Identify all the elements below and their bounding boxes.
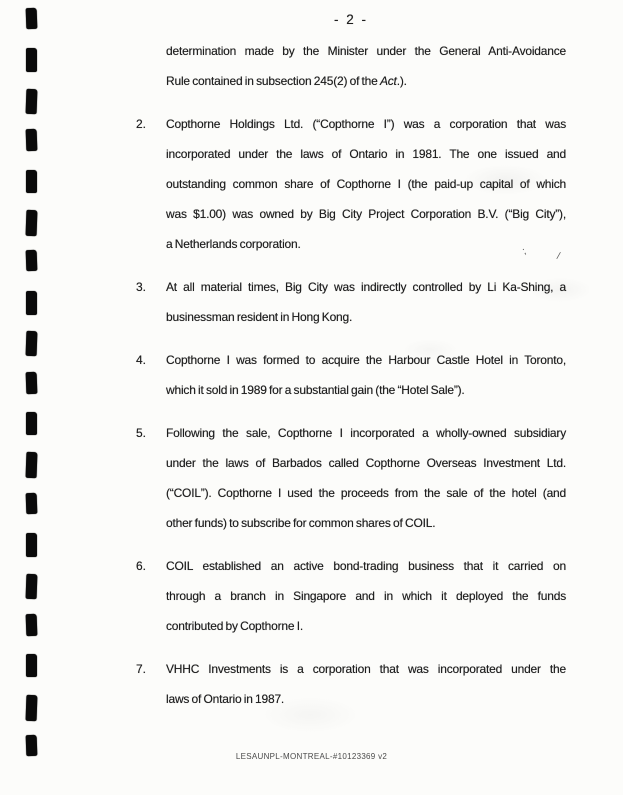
text-line xyxy=(166,684,566,714)
text-line xyxy=(166,36,566,66)
text-line xyxy=(166,418,566,448)
binding-hole-mark xyxy=(26,614,38,636)
paragraph-text xyxy=(166,418,566,538)
paragraph-number: 3. xyxy=(136,280,147,294)
text-segment: which it sold in 1989 for a substantial gain (the “Hotel Sale”). xyxy=(166,383,465,397)
text-line xyxy=(166,448,566,478)
text-segment: under the laws of Barbados called Copthorne Overseas Investment Ltd. xyxy=(166,456,566,470)
binding-hole-mark xyxy=(26,573,38,598)
text-line xyxy=(166,581,566,611)
binding-hole-mark xyxy=(26,331,38,356)
text-segment: VHHC Investments is a corporation that was incorporated under the xyxy=(166,662,566,676)
document-reference-footer: LESAUNPL-MONTREAL-#10123369 v2 xyxy=(235,752,388,761)
document-body xyxy=(136,36,566,727)
text-line xyxy=(166,109,566,139)
text-line xyxy=(166,169,566,199)
text-segment: (“COIL”). Copthorne I used the proceeds from the sale of the hotel (and xyxy=(166,486,566,500)
binding-hole-mark xyxy=(26,533,37,557)
binding-hole-mark xyxy=(26,371,38,393)
paragraph-number: 5. xyxy=(136,426,147,440)
paragraph-text xyxy=(166,109,566,259)
paragraph-text xyxy=(166,654,566,714)
binding-hole-mark xyxy=(26,129,38,151)
text-segment: Copthorne Holdings Ltd. (“Copthorne I”) was a corporation that was xyxy=(166,117,566,131)
text-segment: was $1.00) was owned by Big City Project Corporation B.V. (“Big City”), xyxy=(166,207,566,221)
paragraph-text xyxy=(166,551,566,641)
paragraph xyxy=(136,345,566,405)
binding-hole-mark xyxy=(26,452,38,478)
binding-hole-mark xyxy=(26,210,38,236)
paragraph xyxy=(136,36,566,96)
paragraph xyxy=(136,551,566,641)
page-number: - 2 - xyxy=(333,12,368,27)
text-segment: Rule contained in subsection 245(2) of the xyxy=(166,74,380,88)
paragraph-number: 6. xyxy=(136,559,147,573)
text-line xyxy=(166,272,566,302)
binding-hole-mark xyxy=(26,493,38,514)
binding-hole-mark xyxy=(26,89,38,114)
text-segment: businessman resident in Hong Kong. xyxy=(166,310,353,324)
binding-hole-mark xyxy=(26,48,37,72)
text-segment: contributed by Copthorne I. xyxy=(166,619,303,633)
text-line xyxy=(166,66,566,96)
paragraph-number: 2. xyxy=(136,117,147,131)
paragraph-number: 7. xyxy=(136,662,147,676)
text-line xyxy=(166,302,566,332)
text-segment: At all material times, Big City was indirectly controlled by Li Ka-Shing, a xyxy=(166,280,566,294)
binding-hole-mark xyxy=(26,8,38,29)
text-segment: incorporated under the laws of Ontario in 1981. The one issued and xyxy=(166,147,566,161)
text-line xyxy=(166,345,566,375)
text-line xyxy=(166,508,566,538)
text-line xyxy=(166,654,566,684)
text-segment: laws of Ontario in 1987. xyxy=(166,692,285,706)
text-segment: outstanding common share of Copthorne I (the paid-up capital of which xyxy=(166,177,566,191)
paragraph xyxy=(136,272,566,332)
paragraph-text xyxy=(166,36,566,96)
binding-hole-mark xyxy=(26,170,37,193)
paragraph xyxy=(136,654,566,714)
scan-smudge-mark: ; xyxy=(520,245,528,258)
paragraph-text xyxy=(166,345,566,405)
text-segment: other funds) to subscribe for common shares of COIL. xyxy=(166,516,436,530)
text-segment: through a branch in Singapore and in which it deployed the funds xyxy=(166,589,566,603)
text-segment: Following the sale, Copthorne I incorporated a wholly-owned subsidiary xyxy=(166,426,566,440)
binding-hole-mark xyxy=(26,654,37,677)
text-line xyxy=(166,375,566,405)
paragraph-number xyxy=(136,36,166,96)
text-line xyxy=(166,611,566,641)
binding-hole-mark xyxy=(26,412,37,435)
italic-term: Act xyxy=(379,74,397,88)
paragraph xyxy=(136,109,566,259)
text-segment: COIL established an active bond-trading business that it carried on xyxy=(166,559,566,573)
paragraph-text xyxy=(166,272,566,332)
text-line xyxy=(166,551,566,581)
paragraph-number: 4. xyxy=(136,353,147,367)
binding-hole-mark xyxy=(26,291,37,315)
paragraph xyxy=(136,418,566,538)
text-line xyxy=(166,229,566,259)
scan-smudge-mark: / xyxy=(555,250,562,263)
text-segment: a Netherlands corporation. xyxy=(166,237,301,251)
text-line xyxy=(166,199,566,229)
binding-hole-mark xyxy=(26,250,38,271)
text-line xyxy=(166,139,566,169)
text-segment: .). xyxy=(396,74,407,88)
text-segment: Copthorne I was formed to acquire the Harbour Castle Hotel in Toronto, xyxy=(166,353,566,367)
text-segment: determination made by the Minister under the General Anti-Avoidance xyxy=(166,44,566,58)
text-line xyxy=(166,478,566,508)
binding-hole-mark xyxy=(26,695,38,721)
